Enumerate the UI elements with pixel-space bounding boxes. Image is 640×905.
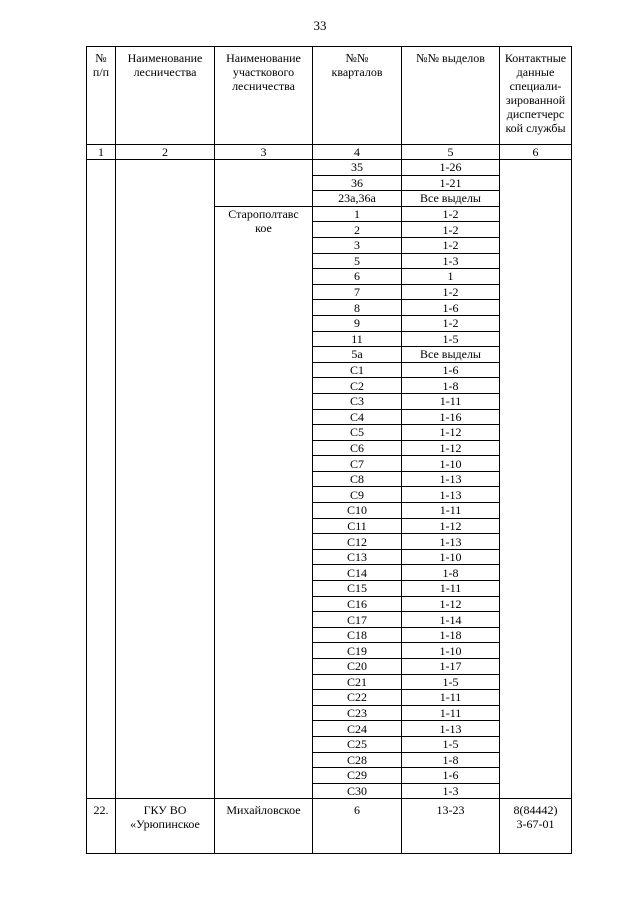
allotments-cell: 1-11 [402,503,500,519]
allotments-cell: 1-16 [402,409,500,425]
allotments-cell: 1-10 [402,549,500,565]
quarter-cell: 35 [313,160,402,176]
column-number-3: 3 [215,145,313,160]
column-header-6 [500,47,572,145]
forestry-cell [116,160,215,799]
allotments-cell: 1-10 [402,456,500,472]
column-header-4-line: №№ [345,51,369,65]
quarter-cell: С28 [313,752,402,768]
forestry-name [116,799,215,854]
column-header-3-line: лесничества [232,79,295,93]
quarter-cell: С9 [313,487,402,503]
subforestry-name [215,206,313,799]
page-number: 33 [313,18,327,33]
allotments-cell: 1-11 [402,393,500,409]
quarter-cell: С10 [313,503,402,519]
column-header-2-line: лесничества [133,65,197,79]
subforestry-name-line: Старополтавс [228,206,299,221]
quarter-cell: С18 [313,627,402,643]
row-number-cell [87,160,116,799]
allotments-cell: 1-12 [402,440,500,456]
allotments-cell: 1-18 [402,627,500,643]
quarter-cell: С6 [313,440,402,456]
column-header-4 [313,47,402,145]
quarter-cell: С2 [313,378,402,394]
quarter-cell: С4 [313,409,402,425]
allotments-cell: 1-8 [402,565,500,581]
column-header-6-line: зированной [505,93,566,107]
quarter-cell: С23 [313,705,402,721]
allotments-cell: 1-3 [402,783,500,799]
forestry-register-table [86,46,572,854]
quarter-cell: С3 [313,393,402,409]
allotments-cell: 1-12 [402,596,500,612]
allotments-cell: Все выделы [402,191,500,207]
column-header-6-line: данные [516,65,555,79]
allotments-cell: 1-3 [402,253,500,269]
quarter-cell: С7 [313,456,402,472]
quarter-cell: 2 [313,222,402,238]
allotments-cell: 1-13 [402,487,500,503]
allotments-cell: 1-5 [402,736,500,752]
contact-data-line: 8(84442) [513,803,558,818]
allotments-cell: 1-2 [402,206,500,222]
allotments-cell: 1-21 [402,175,500,191]
subforestry-name: Михайловское [215,799,313,854]
column-header-6-line: кой службы [505,121,566,135]
quarter-cell: 6 [313,799,402,854]
contact-cell [500,160,572,799]
allotments-cell: 1-13 [402,534,500,550]
quarter-cell: С20 [313,659,402,675]
quarter-cell: 5 [313,253,402,269]
quarter-cell: С19 [313,643,402,659]
column-header-6-line: специали- [509,79,562,93]
subforestry-name-line: кое [255,220,272,235]
row-number-cell: 22. [87,799,116,854]
quarter-cell: С15 [313,581,402,597]
allotments-cell: 1-2 [402,284,500,300]
column-header-5-line: №№ выделов [416,51,485,65]
allotments-cell: 1-8 [402,752,500,768]
column-header-3-line: Наименование [226,51,301,65]
quarter-cell: 11 [313,331,402,347]
quarter-cell: С5 [313,425,402,441]
allotments-cell: 1-5 [402,674,500,690]
quarter-cell: С12 [313,534,402,550]
allotments-cell: 1-11 [402,705,500,721]
allotments-cell: 1-8 [402,378,500,394]
column-number-1: 1 [87,145,116,160]
column-header-3-line: участкового [232,65,295,79]
allotments-cell: 1-5 [402,331,500,347]
quarter-cell: 1 [313,206,402,222]
quarter-cell: С30 [313,783,402,799]
table-row [87,160,572,176]
quarter-cell: 5а [313,347,402,363]
column-header-1 [87,47,116,145]
allotments-cell: 1-17 [402,659,500,675]
allotments-cell: Все выделы [402,347,500,363]
table-body [87,160,572,854]
column-header-2-line: Наименование [127,51,203,65]
allotments-cell: 1-12 [402,425,500,441]
table-row-22 [87,799,572,854]
quarter-cell: С1 [313,362,402,378]
allotments-cell: 1-6 [402,300,500,316]
column-number-5: 5 [402,145,500,160]
quarter-cell: С25 [313,736,402,752]
allotments-cell: 1-14 [402,612,500,628]
allotments-cell: 1-13 [402,471,500,487]
quarter-cell: С14 [313,565,402,581]
allotments-cell: 1-11 [402,581,500,597]
forestry-name-line: «Урюпинское [130,817,200,832]
quarter-cell: С8 [313,471,402,487]
column-header-3 [215,47,313,145]
quarter-cell: 3 [313,237,402,253]
column-header-4-line: кварталов [331,65,383,79]
column-header-2 [116,47,215,145]
allotments-cell: 1-13 [402,721,500,737]
allotments-cell: 1-10 [402,643,500,659]
column-number-2: 2 [116,145,215,160]
quarter-cell: С29 [313,768,402,784]
column-header-6-line: Контактные [504,51,567,65]
allotments-cell: 1-12 [402,518,500,534]
header-row [87,47,572,145]
column-header-6-line: диспетчерс [506,107,565,121]
quarter-cell: 6 [313,269,402,285]
column-number-4: 4 [313,145,402,160]
allotments-cell: 1-26 [402,160,500,176]
quarter-cell: С13 [313,549,402,565]
quarter-cell: 7 [313,284,402,300]
allotments-cell: 13-23 [402,799,500,854]
quarter-cell: С21 [313,674,402,690]
column-header-5 [402,47,500,145]
quarter-cell: С24 [313,721,402,737]
forestry-name-line: ГКУ ВО [143,803,187,818]
contact-data [500,799,572,854]
column-header-1-line: п/п [92,65,110,79]
allotments-cell: 1-2 [402,315,500,331]
column-header-1-line: № [95,51,107,65]
quarter-cell: С17 [313,612,402,628]
allotments-cell: 1-2 [402,237,500,253]
quarter-cell: 36 [313,175,402,191]
quarter-cell: С16 [313,596,402,612]
allotments-cell: 1 [402,269,500,285]
column-number-6: 6 [500,145,572,160]
subforestry-cell [215,160,313,207]
column-number-row [87,145,572,160]
quarter-cell: 23а,36а [313,191,402,207]
quarter-cell: С11 [313,518,402,534]
allotments-cell: 1-6 [402,768,500,784]
quarter-cell: 9 [313,315,402,331]
allotments-cell: 1-6 [402,362,500,378]
allotments-cell: 1-2 [402,222,500,238]
quarter-cell: 8 [313,300,402,316]
quarter-cell: С22 [313,690,402,706]
allotments-cell: 1-11 [402,690,500,706]
contact-data-line: 3-67-01 [516,817,555,832]
